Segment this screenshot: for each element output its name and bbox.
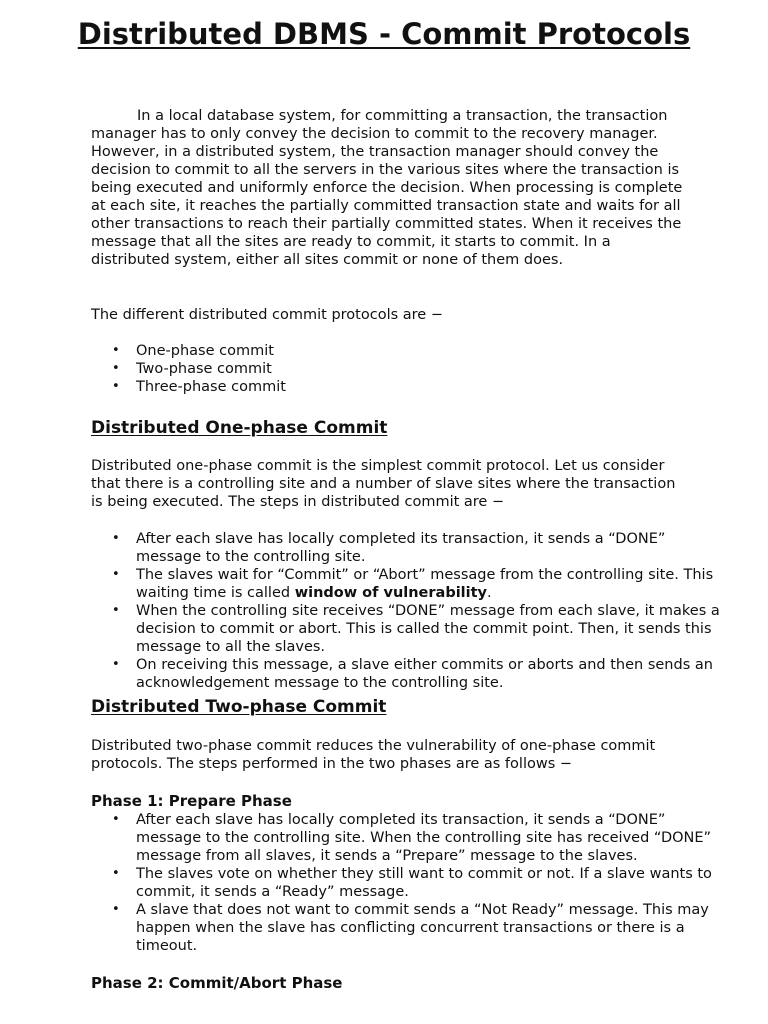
section-heading-one-phase: Distributed One-phase Commit	[91, 418, 388, 438]
emphasis-term: window of vulnerability	[294, 585, 488, 601]
list-item: • After each slave has locally completed its transaction, it sends a “DONE” message to the controlling site.	[136, 530, 732, 566]
list-item: • A slave that does not want to commit sends a “Not Ready” message. This may happen when the slave has conflicting concurrent transactions or there is a timeout.	[136, 901, 732, 955]
protocols-lead-text: The different distributed commit protocols are −	[91, 307, 443, 323]
one-phase-paragraph: Distributed one-phase commit is the simplest commit protocol. Let us consider that there is a controlling site and a number of slave sites where the transaction is being executed. The steps in distributed commit are −	[91, 458, 676, 510]
list-item: • The slaves vote on whether they still want to commit or not. If a slave wants to commit, it sends a “Ready” message.	[136, 865, 732, 901]
two-phase-paragraph: Distributed two-phase commit reduces the vulnerability of one-phase commit protocols. The steps performed in the two phases are as follows −	[91, 738, 656, 772]
list-item: • One-phase commit	[136, 342, 732, 360]
protocols-list	[91, 342, 732, 396]
list-item: • After each slave has locally completed its transaction, it sends a “DONE” message to the controlling site. When the controlling site has received “DONE” message from all slaves, it sends a “Prepare” message to the slaves.	[136, 811, 732, 865]
list-item: • On receiving this message, a slave either commits or aborts and then sends an acknowledgement message to the controlling site.	[136, 656, 732, 692]
step-text-end: .	[487, 585, 492, 601]
phase2-heading: Phase 2: Commit/Abort Phase	[91, 974, 343, 992]
section-heading-two-phase: Distributed Two-phase Commit	[91, 697, 387, 717]
list-item: • Three-phase commit	[136, 378, 732, 396]
phase1-heading: Phase 1: Prepare Phase	[91, 792, 292, 810]
phase1-steps-list	[91, 811, 732, 955]
list-item: • When the controlling site receives “DONE” message from each slave, it makes a decision to commit or abort. This is called the commit point. Then, it sends this message to all the slaves.	[136, 602, 732, 656]
list-item	[136, 566, 732, 602]
step-text: The slaves wait for “Commit” or “Abort” message from the controlling site. This waiting time is called	[136, 567, 714, 601]
one-phase-steps-list	[91, 530, 732, 692]
intro-paragraph: In a local database system, for committing a transaction, the transaction manager has to only convey the decision to commit to the recovery manager. However, in a distributed system, the transaction manager should convey the decision to commit to all the servers in the various sites where the transaction is being executed and uniformly enforce the decision. When processing is complete at each site, it reaches the partially committed transaction state and waits for all other transactions to reach their partially committed states. When it receives the message that all the sites are ready to commit, it starts to commit. In a distributed system, either all sites commit or none of them does.	[91, 108, 683, 268]
page-title: Distributed DBMS - Commit Protocols	[77, 17, 691, 51]
list-item: • Two-phase commit	[136, 360, 732, 378]
